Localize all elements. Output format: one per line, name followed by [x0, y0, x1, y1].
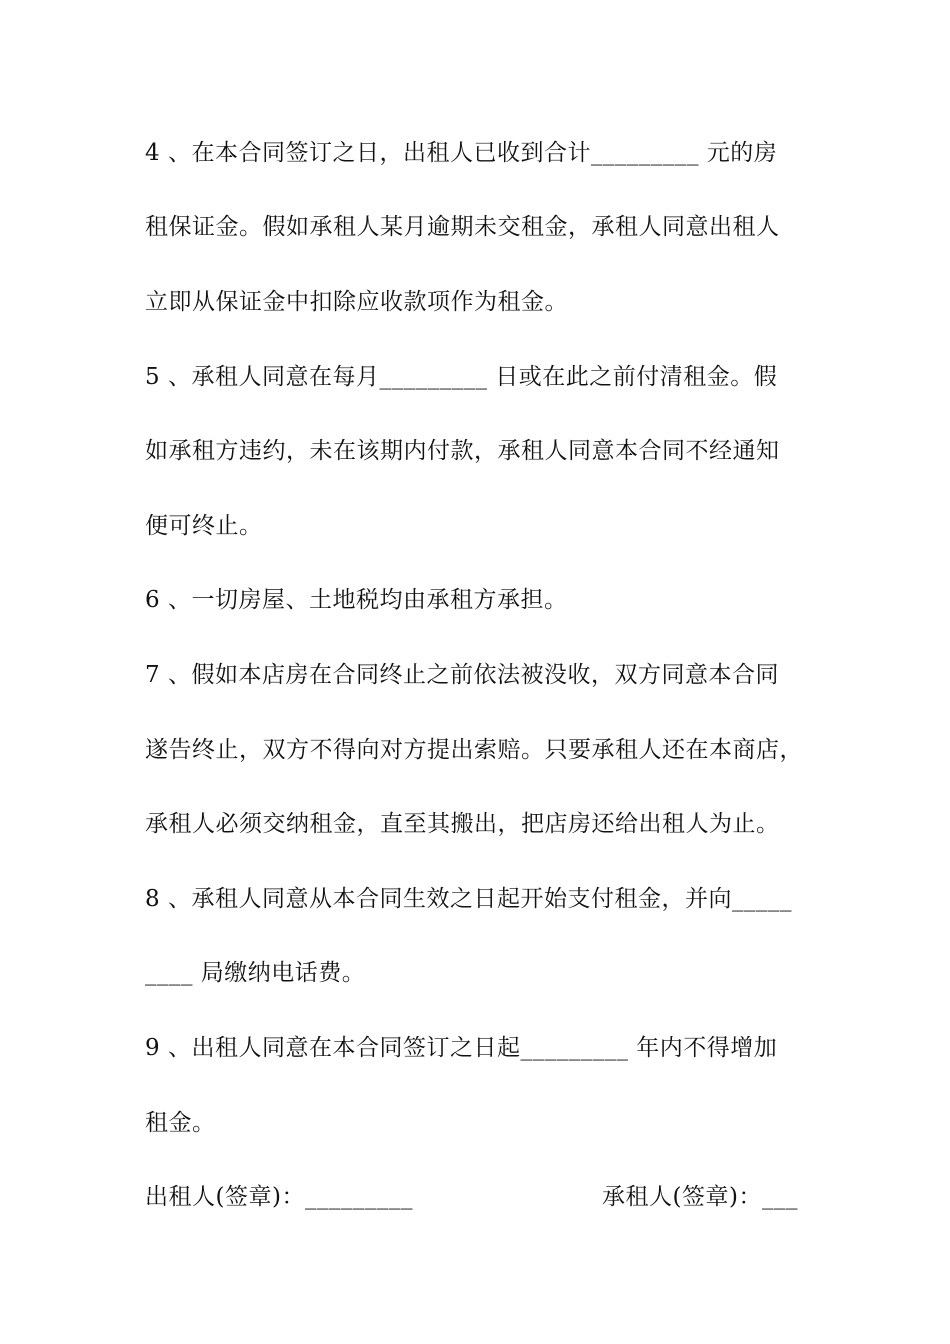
- clause-5-line-2: 如承租方违约，未在该期内付款，承租人同意本合同不经通知: [145, 438, 780, 464]
- clause-7-line-2: 遂告终止，双方不得向对方提出索赔。只要承租人还在本商店，: [145, 737, 803, 763]
- clause-4-line-2: 租保证金。假如承租人某月逾期未交租金，承租人同意出租人: [145, 214, 780, 240]
- clause-4-line-1: 4 、在本合同签订之日，出租人已收到合计_________ 元的房: [145, 140, 778, 166]
- clause-7-line-1: 7 、假如本店房在合同终止之前依法被没收，双方同意本合同: [145, 662, 779, 688]
- clause-4-line-3: 立即从保证金中扣除应收款项作为租金。: [145, 289, 568, 315]
- clause-9-line-1: 9 、出租人同意在本合同签订之日起_________ 年内不得增加: [145, 1035, 778, 1061]
- lessee-signature-field: 承租人(签章)：___: [602, 1184, 798, 1210]
- clause-8-line-1: 8 、承租人同意从本合同生效之日起开始支付租金，并向_____: [145, 886, 792, 912]
- clause-8-line-2: ____ 局缴纳电话费。: [145, 960, 366, 986]
- clause-5-line-1: 5 、承租人同意在每月_________ 日或在此之前付清租金。假: [145, 364, 778, 390]
- clause-6-line-1: 6 、一切房屋、土地税均由承租方承担。: [145, 587, 568, 613]
- clause-7-line-3: 承租人必须交纳租金，直至其搬出，把店房还给出租人为止。: [145, 811, 780, 837]
- clause-5-line-3: 便可终止。: [145, 513, 263, 539]
- clause-9-line-2: 租金。: [145, 1110, 216, 1136]
- lessor-signature-field: 出租人(签章)：_________: [145, 1184, 413, 1210]
